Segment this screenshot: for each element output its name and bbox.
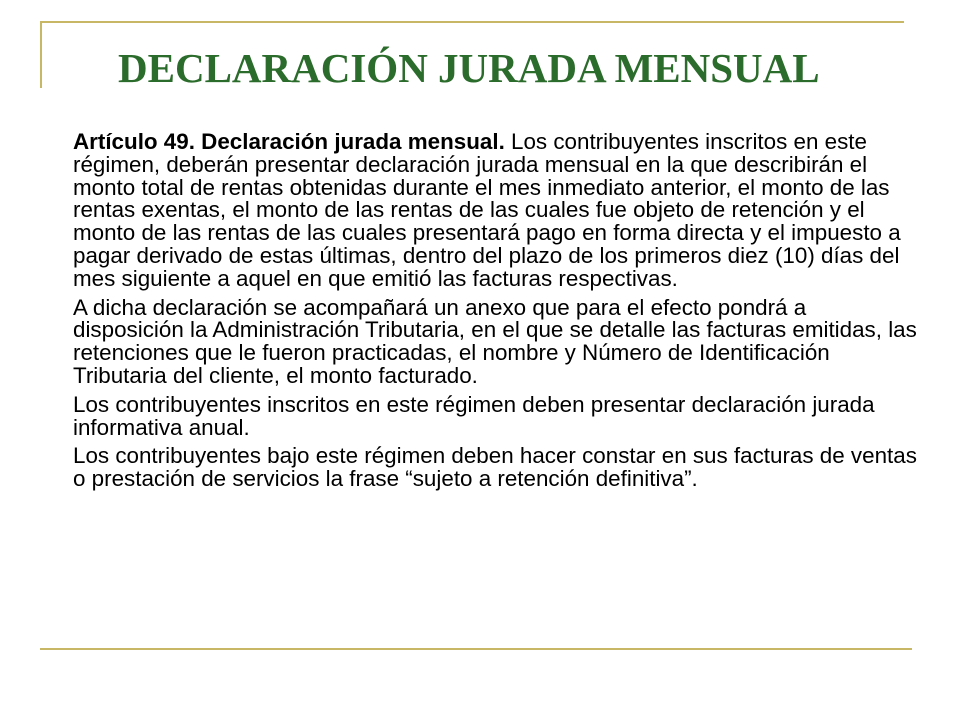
paragraph-text: Los contribuyentes inscritos en este régimen, deberán presentar declaración jurada mensual en la que describirán el monto total de rentas obtenidas durante el mes inmediato anterior, el monto de las rentas exentas, el monto de las rentas de las cuales fue objeto de retención y el monto de las rentas de las cuales presentará pago en forma directa y el impuesto a pagar derivado de estas últimas, dentro del plazo de los primeros diez (10) días del mes siguiente a aquel en que emitió las facturas respectivas.	[73, 129, 901, 291]
paragraph-annual-declaration	[73, 391, 923, 440]
paragraph-article-49	[73, 131, 923, 291]
slide-title: DECLARACIÓN JURADA MENSUAL	[118, 45, 820, 91]
paragraph-annex	[73, 294, 923, 388]
paragraph-text: Los contribuyentes inscritos en este régimen deben presentar declaración jurada informativa anual.	[73, 391, 875, 440]
article-heading: Artículo 49. Declaración jurada mensual.	[73, 129, 505, 154]
paragraph-invoice-phrase	[73, 445, 923, 491]
bottom-divider	[40, 648, 912, 650]
slide-body	[73, 131, 923, 497]
paragraph-text: A dicha declaración se acompañará un anexo que para el efecto pondrá a disposición la Administración Tributaria, en el que se detalle las facturas emitidas, las retenciones que le fueron practicadas, el nombre y Número de Identificación Tributaria del cliente, el monto facturado.	[73, 294, 917, 388]
top-divider	[40, 21, 904, 23]
paragraph-text: Los contribuyentes bajo este régimen deben hacer constar en sus facturas de ventas o prestación de servicios la frase “sujeto a retención definitiva”.	[73, 443, 917, 492]
left-divider	[40, 21, 42, 88]
